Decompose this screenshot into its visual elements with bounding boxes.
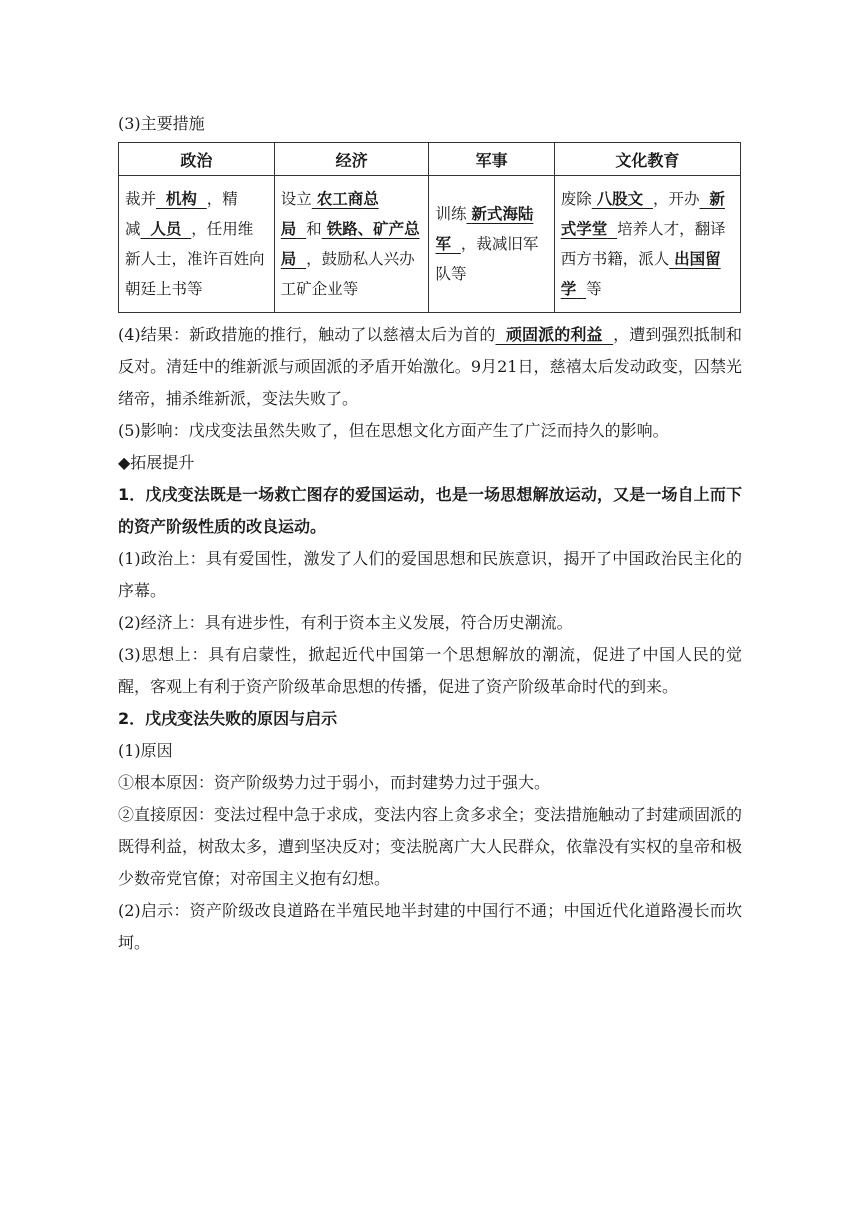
reason-heading: (1)原因 bbox=[118, 741, 173, 760]
answer-blank: 农工商总局 bbox=[280, 190, 379, 238]
point2-title: 2．戊戌变法失败的原因与启示 bbox=[118, 709, 338, 728]
cell-text: 培养人才，翻译西方书籍，派人 bbox=[560, 220, 726, 268]
header-culture: 文化教育 bbox=[554, 143, 740, 176]
header-military: 军事 bbox=[429, 143, 554, 176]
cell-text: ，开办 bbox=[653, 190, 700, 208]
cell-text: ，裁减旧军队等 bbox=[435, 235, 539, 283]
section-title: (3)主要措施 bbox=[118, 114, 205, 133]
result-text: (4)结果：新政措施的推行，触动了以慈禧太后为首的 bbox=[118, 325, 496, 344]
extension-heading: ◆拓展提升 bbox=[118, 453, 195, 472]
cell-text: 训练 bbox=[435, 205, 467, 223]
cell-culture bbox=[554, 176, 740, 313]
reform-measures-table bbox=[118, 142, 741, 313]
direct-cause: ②直接原因：变法过程中急于求成，变法内容上贪多求全；变法措施触动了封建顽固派的既得利益，树敌太多，遭到坚决反对；变法脱离广大人民群众，依靠没有实权的皇帝和极少数帝党官僚；对帝国主义抱有幻想。 bbox=[118, 805, 743, 888]
point1-title: 1．戊戌变法既是一场救亡图存的爱国运动，也是一场思想解放运动，又是一场自上而下的资产阶级性质的改良运动。 bbox=[118, 485, 742, 536]
lesson: (2)启示：资产阶级改良道路在半殖民地半封建的中国行不通；中国近代化道路漫长而坎坷。 bbox=[118, 901, 742, 952]
cell-text: ，鼓励私人兴办工矿企业等 bbox=[280, 250, 415, 298]
answer-blank: 人员 bbox=[150, 220, 182, 238]
result-paragraph bbox=[118, 319, 742, 415]
header-economy: 经济 bbox=[274, 143, 429, 176]
answer-blank: 顽固派的利益 bbox=[505, 325, 603, 344]
cell-military bbox=[429, 176, 554, 313]
cell-text: ，任用维新人士，准许百姓向朝廷上书等 bbox=[125, 220, 265, 298]
point1-political: (1)政治上：具有爱国性，激发了人们的爱国思想和民族意识，揭开了中国政治民主化的序幕。 bbox=[118, 549, 742, 600]
cell-text: 裁并 bbox=[125, 190, 157, 208]
cell-text: 等 bbox=[586, 280, 602, 298]
answer-blank: 新式学堂 bbox=[560, 190, 725, 238]
answer-blank: 铁路、矿产总局 bbox=[280, 220, 420, 268]
header-politics: 政治 bbox=[119, 143, 275, 176]
cell-text: ，精减 bbox=[125, 190, 238, 238]
document-page bbox=[118, 108, 742, 959]
table-row bbox=[119, 176, 741, 313]
cell-economy bbox=[274, 176, 429, 313]
root-cause: ①根本原因：资产阶级势力过于弱小，而封建势力过于强大。 bbox=[118, 773, 551, 792]
answer-blank: 八股文 bbox=[596, 190, 644, 208]
cell-text: 废除 bbox=[560, 190, 592, 208]
impact-paragraph: (5)影响：戊戌变法虽然失败了，但在思想文化方面产生了广泛而持久的影响。 bbox=[118, 421, 669, 440]
cell-text: 和 bbox=[306, 220, 322, 238]
answer-blank: 出国留学 bbox=[560, 250, 721, 298]
answer-blank: 机构 bbox=[165, 190, 197, 208]
cell-politics bbox=[119, 176, 275, 313]
point1-ideological: (3)思想上：具有启蒙性，掀起近代中国第一个思想解放的潮流，促进了中国人民的觉醒，客观上有利于资产阶级革命思想的传播，促进了资产阶级革命时代的到来。 bbox=[118, 645, 742, 696]
cell-text: 设立 bbox=[280, 190, 312, 208]
answer-blank: 新式海陆军 bbox=[435, 205, 534, 253]
result-text: ，遭到强烈抵制和反对。清廷中的维新派与顽固派的矛盾开始激化。9月21日，慈禧太后发动政变，囚禁光绪帝，捕杀维新派，变法失败了。 bbox=[118, 325, 742, 408]
table-header-row bbox=[119, 143, 741, 176]
point1-economic: (2)经济上：具有进步性，有利于资本主义发展，符合历史潮流。 bbox=[118, 613, 573, 632]
